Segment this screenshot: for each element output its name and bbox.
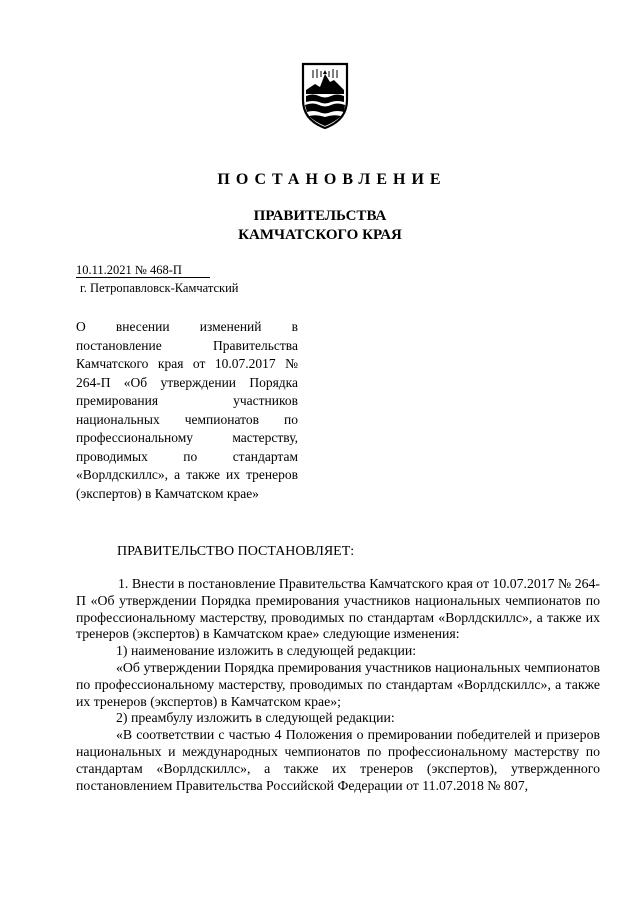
paragraph-4: 2) преамбулу изложить в следующей редакции: bbox=[116, 710, 395, 726]
issuer-heading bbox=[0, 207, 640, 245]
paragraph-2: 1) наименование изложить в следующей редакции: bbox=[116, 643, 417, 659]
kamchatka-coat-of-arms-icon bbox=[299, 60, 351, 130]
paragraph-3: «Об утверждении Порядка премирования участников национальных чемпионатов по профессиональному мастерству, проводимых по стандартам «Ворлдскиллс», а также их тренеров (экспертов) в Камчатском крае»; bbox=[76, 659, 600, 709]
paragraph-1: 1. Внести в постановление Правительства Камчатского края от 10.07.2017 № 264-П «Об утверждении Порядка премирования участников национальных чемпионатов по профессиональному мастерству, проводимых по стандартам «Ворлдскиллс», а также их тренеров (экспертов) в Камчатском крае» следующие изменения: bbox=[76, 576, 600, 642]
document-type-heading: ПОСТАНОВЛЕНИЕ bbox=[217, 171, 447, 188]
document-subject: О внесении изменений в постановление Правительства Камчатского края от 10.07.2017 № 264-П «Об утверждении Порядка премирования участников национальных чемпионатов по профессиональному мастерству, проводимых по стандартам «Ворлдскиллс», а также их тренеров (экспертов) в Камчатском крае» bbox=[76, 319, 298, 501]
date-number: 10.11.2021 № 468-П bbox=[76, 263, 210, 278]
document-body bbox=[76, 576, 600, 794]
decree-phrase: ПРАВИТЕЛЬСТВО ПОСТАНОВЛЯЕТ: bbox=[117, 544, 355, 559]
city: г. Петропавловск-Камчатский bbox=[80, 281, 239, 295]
issuer-line-1: ПРАВИТЕЛЬСТВА bbox=[253, 208, 387, 224]
issuer-line-2: КАМЧАТСКОГО КРАЯ bbox=[238, 227, 402, 243]
paragraph-5: «В соответствии с частью 4 Положения о премировании победителей и призеров национальных и международных чемпионатов по профессиональному мастерству по стандартам «Ворлдскиллс», а также их тренеров (экспертов), утвержденного постановлением Правительства Российской Федерации от 11.07.2018 № 807, bbox=[76, 727, 600, 793]
